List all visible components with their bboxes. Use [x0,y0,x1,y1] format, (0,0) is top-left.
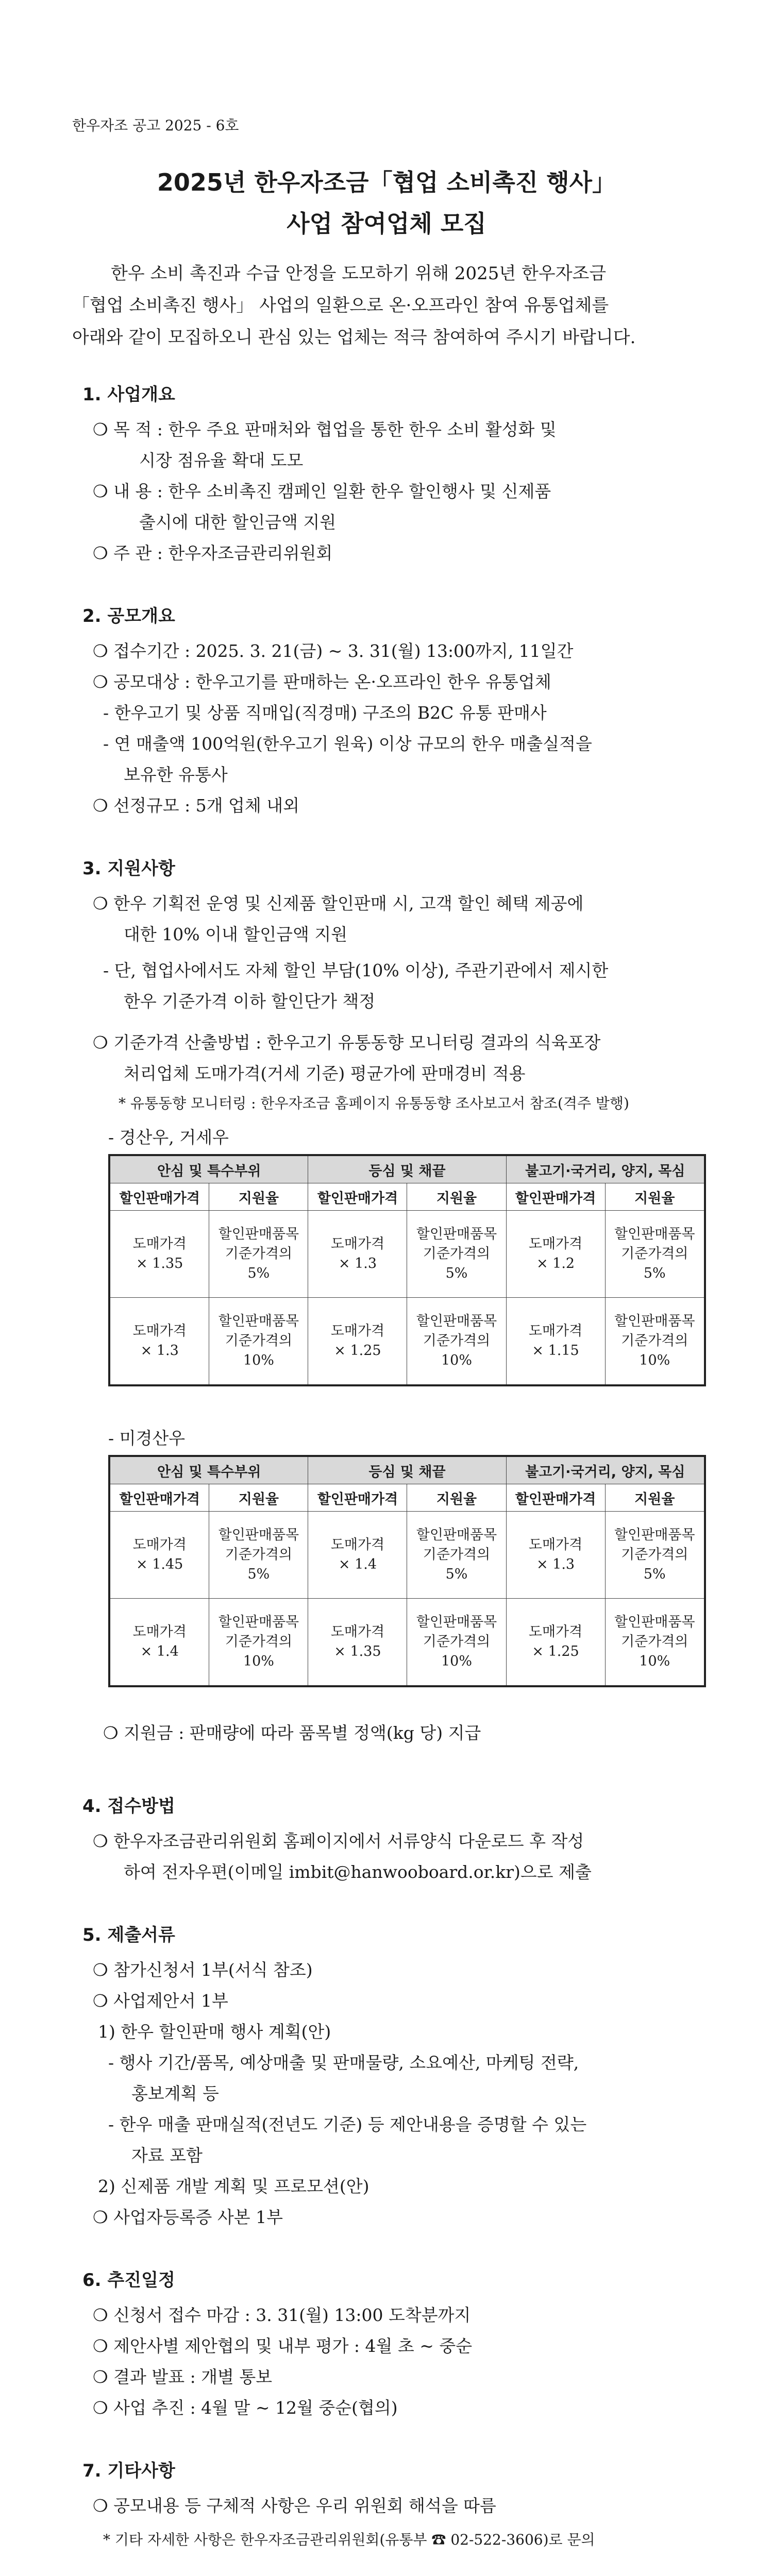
s3-line: ❍ 기준가격 산출방법 : 한우고기 유통동향 모니터링 결과의 식육포장 [93,1032,601,1053]
s5-line: ❍ 사업제안서 1부 [93,1991,228,2011]
price-multiplier: × 1.35 [136,1256,183,1272]
s3-line: ❍ 지원금 : 판매량에 따라 품목별 정액(kg 당) 지급 [103,1723,481,1743]
support-rate: 5% [445,1566,468,1582]
s1-line: ❍ 목 적 : 한우 주요 판매처와 협업을 통한 한우 소비 활성화 및 [93,419,557,439]
s5-line: - 한우 매출 판매실적(전년도 기준) 등 제안내용을 증명할 수 있는 [108,2114,587,2134]
section-1-heading: 1. 사업개요 [82,384,175,405]
support-label: 기준가격의 [423,1634,491,1650]
s3-line: 한우 기준가격 이하 할인단가 책정 [124,991,376,1011]
discount-price-cell [506,1298,605,1386]
support-label: 기준가격의 [621,1246,688,1262]
support-label: 할인판매품목 [218,1313,299,1329]
s7-line: ❍ 공모내용 등 구체적 사항은 우리 위원회 해석을 따름 [93,2496,496,2516]
s5-line: - 행사 기간/품목, 예상매출 및 판매물량, 소요예산, 마케팅 전략, [108,2053,579,2073]
s2-line: ❍ 공모대상 : 한우고기를 판매하는 온·오프라인 한우 유통업체 [93,672,551,692]
table-sub-header: 지원율 [407,1484,506,1512]
table-group-row [109,1456,705,1484]
support-label: 기준가격의 [423,1246,491,1262]
support-label: 할인판매품목 [614,1614,695,1630]
s6-line: ❍ 제안사별 제안협의 및 내부 평가 : 4월 초 ~ 중순 [93,2336,473,2356]
discount-price-cell [109,1512,209,1599]
support-rate: 5% [445,1265,468,1281]
table-sub-header: 지원율 [209,1484,308,1512]
table-sub-header: 할인판매가격 [506,1484,605,1512]
section-7-heading: 7. 기타사항 [82,2461,175,2481]
support-rate-cell [605,1211,705,1298]
table-sub-header: 할인판매가격 [308,1183,407,1211]
price-multiplier: × 1.4 [140,1643,179,1659]
price-multiplier: × 1.25 [334,1343,381,1359]
price-label: 도매가격 [330,1624,385,1640]
support-rate: 5% [247,1265,270,1281]
support-rate-cell [407,1298,506,1386]
table-group-header: 불고기·국거리, 양지, 목심 [506,1155,705,1183]
support-rate: 10% [639,1352,670,1368]
price-label: 도매가격 [330,1537,385,1553]
table-sub-header: 지원율 [407,1183,506,1211]
support-rate: 10% [243,1653,274,1669]
support-label: 기준가격의 [621,1547,688,1563]
table-group-header: 불고기·국거리, 양지, 목심 [506,1456,705,1484]
price-multiplier: × 1.45 [136,1556,183,1572]
s5-line: ❍ 참가신청서 1부(서식 참조) [93,1960,313,1980]
price-table-heifer [108,1455,706,1687]
s3-line: 대한 10% 이내 할인금액 지원 [124,924,348,944]
s5-line: 자료 포함 [131,2145,203,2165]
price-multiplier: × 1.3 [338,1256,377,1272]
price-table-steer [108,1154,706,1386]
s6-line: ❍ 결과 발표 : 개별 통보 [93,2367,273,2387]
table-1-label: - 경산우, 거세우 [108,1127,229,1147]
support-label: 할인판매품목 [218,1226,299,1242]
discount-price-cell [308,1599,407,1687]
price-label: 도매가격 [528,1236,583,1252]
support-rate: 5% [643,1566,666,1582]
s2-line: 보유한 유통사 [124,765,228,785]
s5-line: 2) 신제품 개발 계획 및 프로모션(안) [98,2176,369,2196]
support-rate: 10% [441,1352,472,1368]
table-2-label: - 미경산우 [108,1428,186,1448]
discount-price-cell [109,1298,209,1386]
support-label: 기준가격의 [621,1634,688,1650]
support-rate-cell [407,1599,506,1687]
support-rate-cell [209,1211,308,1298]
discount-price-cell [308,1211,407,1298]
price-multiplier: × 1.4 [338,1556,377,1572]
table-sub-header: 할인판매가격 [109,1183,209,1211]
table-row [109,1599,705,1687]
support-label: 기준가격의 [621,1333,688,1349]
section-4-heading: 4. 접수방법 [82,1796,175,1817]
table-row [109,1211,705,1298]
support-label: 할인판매품목 [416,1226,497,1242]
discount-price-cell [308,1298,407,1386]
table-group-header: 안심 및 특수부위 [109,1155,308,1183]
price-multiplier: × 1.15 [532,1343,579,1359]
table-sub-header: 지원율 [209,1183,308,1211]
intro-line: 아래와 같이 모집하오니 관심 있는 업체는 적극 참여하여 주시기 바랍니다. [72,327,636,348]
s3-line: ❍ 한우 기획전 운영 및 신제품 할인판매 시, 고객 할인 혜택 제공에 [93,893,584,913]
s2-line: - 연 매출액 100억원(한우고기 원육) 이상 규모의 한우 매출실적을 [103,734,592,754]
support-label: 기준가격의 [225,1333,293,1349]
s1-line: ❍ 내 용 : 한우 소비촉진 캠페인 일환 한우 할인행사 및 신제품 [93,481,551,501]
intro-line: 「협업 소비촉진 행사」 사업의 일환으로 온·오프라인 참여 유통업체를 [72,295,609,316]
support-rate-cell [407,1211,506,1298]
support-label: 기준가격의 [423,1333,491,1349]
table-sub-row [109,1484,705,1512]
support-label: 할인판매품목 [218,1527,299,1543]
section-3-heading: 3. 지원사항 [82,858,175,879]
price-label: 도매가격 [132,1624,187,1640]
s1-line: ❍ 주 관 : 한우자조금관리위원회 [93,543,333,563]
section-5-heading: 5. 제출서류 [82,1925,175,1945]
support-rate-cell [209,1512,308,1599]
price-label: 도매가격 [132,1236,187,1252]
price-label: 도매가격 [330,1236,385,1252]
price-label: 도매가격 [528,1323,583,1339]
intro-paragraph [72,258,706,353]
support-rate-cell [407,1512,506,1599]
price-label: 도매가격 [330,1323,385,1339]
table-group-row [109,1155,705,1183]
support-rate: 5% [643,1265,666,1281]
discount-price-cell [506,1599,605,1687]
price-label: 도매가격 [132,1537,187,1553]
support-rate-cell [605,1298,705,1386]
discount-price-cell [308,1512,407,1599]
s4-line: 하여 전자우편(이메일 imbit@hanwooboard.or.kr)으로 제출 [124,1862,592,1882]
s5-line: 홍보계획 등 [131,2083,219,2104]
s2-line: ❍ 접수기간 : 2025. 3. 21(금) ~ 3. 31(월) 13:00까지, 11일간 [93,641,574,661]
table-sub-header: 할인판매가격 [506,1183,605,1211]
support-label: 할인판매품목 [416,1527,497,1543]
section-2-heading: 2. 공모개요 [82,606,175,626]
s1-line: 출시에 대한 할인금액 지원 [139,512,337,532]
table-group-header: 안심 및 특수부위 [109,1456,308,1484]
support-rate: 10% [243,1352,274,1368]
s5-line: 1) 한우 할인판매 행사 계획(안) [98,2022,331,2042]
support-label: 기준가격의 [225,1246,293,1262]
table-sub-header: 할인판매가격 [308,1484,407,1512]
table-sub-row [109,1183,705,1211]
s3-line: - 단, 협업사에서도 자체 할인 부담(10% 이상), 주관기관에서 제시한 [103,960,609,980]
price-multiplier: × 1.3 [536,1556,575,1572]
support-rate-cell [209,1599,308,1687]
support-label: 할인판매품목 [416,1614,497,1630]
table-sub-header: 지원율 [605,1484,705,1512]
support-label: 기준가격의 [225,1634,293,1650]
s5-line: ❍ 사업자등록증 사본 1부 [93,2207,283,2227]
price-multiplier: × 1.3 [140,1343,179,1359]
table-row [109,1512,705,1599]
discount-price-cell [109,1211,209,1298]
s2-line: ❍ 선정규모 : 5개 업체 내외 [93,795,300,816]
table-group-header: 등심 및 채끝 [308,1155,506,1183]
s6-line: ❍ 신청서 접수 마감 : 3. 31(월) 13:00 도착분까지 [93,2305,471,2325]
discount-price-cell [506,1512,605,1599]
support-label: 기준가격의 [423,1547,491,1563]
support-rate-cell [605,1512,705,1599]
s6-line: ❍ 사업 추진 : 4월 말 ~ 12월 중순(협의) [93,2398,398,2418]
support-label: 할인판매품목 [416,1313,497,1329]
price-multiplier: × 1.25 [532,1643,579,1659]
support-rate: 5% [247,1566,270,1582]
table-row [109,1298,705,1386]
price-multiplier: × 1.35 [334,1643,381,1659]
s7-contact: * 기타 자세한 사항은 한우자조금관리위원회(유통부 ☎ 02-522-3606)로 문의 [103,2531,595,2548]
support-label: 할인판매품목 [218,1614,299,1630]
table-group-header: 등심 및 채끝 [308,1456,506,1484]
s4-line: ❍ 한우자조금관리위원회 홈페이지에서 서류양식 다운로드 후 작성 [93,1831,584,1851]
table-sub-header: 지원율 [605,1183,705,1211]
intro-line: 한우 소비 촉진과 수급 안정을 도모하기 위해 2025년 한우자조금 [111,263,607,284]
price-label: 도매가격 [528,1624,583,1640]
support-label: 기준가격의 [225,1547,293,1563]
s3-line: 처리업체 도매가격(거세 기준) 평균가에 판매경비 적용 [124,1063,526,1083]
price-label: 도매가격 [528,1537,583,1553]
title-line-1: 2025년 한우자조금「협업 소비촉진 행사」 [157,168,616,196]
s3-footnote: * 유통동향 모니터링 : 한우자조금 홈페이지 유통동향 조사보고서 참조(격주 발행) [119,1095,629,1112]
support-rate: 10% [441,1653,472,1669]
discount-price-cell [109,1599,209,1687]
table-sub-header: 할인판매가격 [109,1484,209,1512]
price-label: 도매가격 [132,1323,187,1339]
notice-number: 한우자조 공고 2025 - 6호 [72,117,239,134]
support-label: 할인판매품목 [614,1527,695,1543]
s2-line: - 한우고기 및 상품 직매입(직경매) 구조의 B2C 유통 판매사 [103,703,547,723]
price-multiplier: × 1.2 [536,1256,575,1272]
s1-line: 시장 점유율 확대 도모 [139,450,304,470]
support-rate-cell [605,1599,705,1687]
title-line-2: 사업 참여업체 모집 [287,210,486,238]
support-label: 할인판매품목 [614,1313,695,1329]
support-rate-cell [209,1298,308,1386]
section-6-heading: 6. 추진일정 [82,2270,175,2291]
support-rate: 10% [639,1653,670,1669]
discount-price-cell [506,1211,605,1298]
support-label: 할인판매품목 [614,1226,695,1242]
